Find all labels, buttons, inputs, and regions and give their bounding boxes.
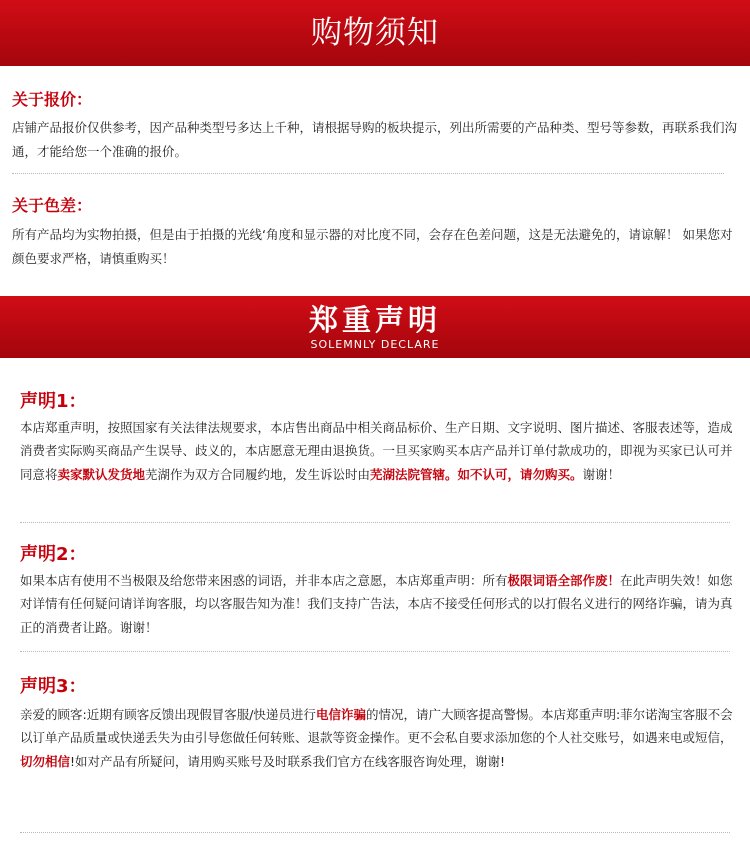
statement-text-part: 芜湖作为双方合同履约地，发生诉讼时由 xyxy=(145,466,371,482)
statement-text-part: 亲爱的顾客:近期有顾客反馈出现假冒客服/快递员进行 xyxy=(20,707,316,722)
statement-2-heading: 声明2： xyxy=(20,544,87,565)
divider xyxy=(12,173,724,174)
divider xyxy=(20,832,730,833)
divider xyxy=(20,522,730,523)
statement-text-part: 如果本店有使用不当极限及给您带来困惑的词语，并非本店之意愿，本店郑重声明：所有 xyxy=(20,573,508,588)
statement-1-heading: 声明1： xyxy=(20,391,87,412)
color-heading: 关于色差： xyxy=(12,196,93,215)
color-text: 所有产品均为实物拍摄，但是由于拍摄的光线‘角度和显示器的对比度不同，会存在色差问题，这是无法避免的，请谅解！ 如果您对颜色要求严格，请慎重购买！ xyxy=(12,227,733,266)
statement-3-text xyxy=(20,703,736,773)
highlight-text: 极限词语全部作废！ xyxy=(507,573,621,588)
notice-title: 购物须知 xyxy=(311,15,439,51)
statement-text-part: 谢谢！ xyxy=(582,466,621,482)
statement-text-part: 的情况，请广大顾客提高警惕。本店郑重声明:菲尔诺淘宝客服不会以订单产品质量或快递丢失为由引导您做任何转账、退款等资金操作。更不会私自要求添加您的个人社交账号，如遇来电或短信， xyxy=(20,707,733,746)
price-text: 店铺产品报价仅供参考，因产品种类型号多达上千种，请根据导购的板块提示，列出所需要的产品种类、型号等参数，再联系我们沟通，才能给您一个准确的报价。 xyxy=(12,120,738,159)
highlight-text: 芜湖法院管辖。如不认可，请勿购买。 xyxy=(370,466,583,482)
statement-text-part: !如对产品有所疑问，请用购买账号及时联系我们官方在线客服咨询处理，谢谢! xyxy=(70,753,506,769)
declare-title: 郑重声明 xyxy=(308,303,441,337)
declare-banner xyxy=(0,296,750,358)
highlight-text: 切勿相信 xyxy=(20,753,71,769)
statement-text-part: 在此声明失效！如您对详情有任何疑问请详询客服，均以客服告知为准！我们支持广告法，本店不接受任何形式的以打假名义进行的网络诈骗，请为真正的消费者让路。谢谢！ xyxy=(20,573,733,635)
highlight-text: 卖家默认发货地 xyxy=(57,466,146,482)
notice-banner xyxy=(0,0,750,66)
statement-1-text xyxy=(20,416,736,486)
statement-text-part: 本店郑重声明，按照国家有关法律法规要求，本店售出商品中相关商品标价、生产日期、文字说明、图片描述、客服表述等，造成消费者实际购买商品产生误导、歧义的，本店愿意无理由退换货。一旦买家购买本店产品并订单付款成功的，即视为买家已认可并同意将 xyxy=(20,420,733,482)
statement-3-heading: 声明3： xyxy=(20,676,87,697)
price-heading: 关于报价： xyxy=(12,90,93,109)
statement-2-text xyxy=(20,569,736,639)
divider xyxy=(20,651,730,652)
highlight-text: 电信诈骗 xyxy=(315,707,366,722)
declare-subtitle: SOLEMNLY DECLARE xyxy=(310,338,440,351)
